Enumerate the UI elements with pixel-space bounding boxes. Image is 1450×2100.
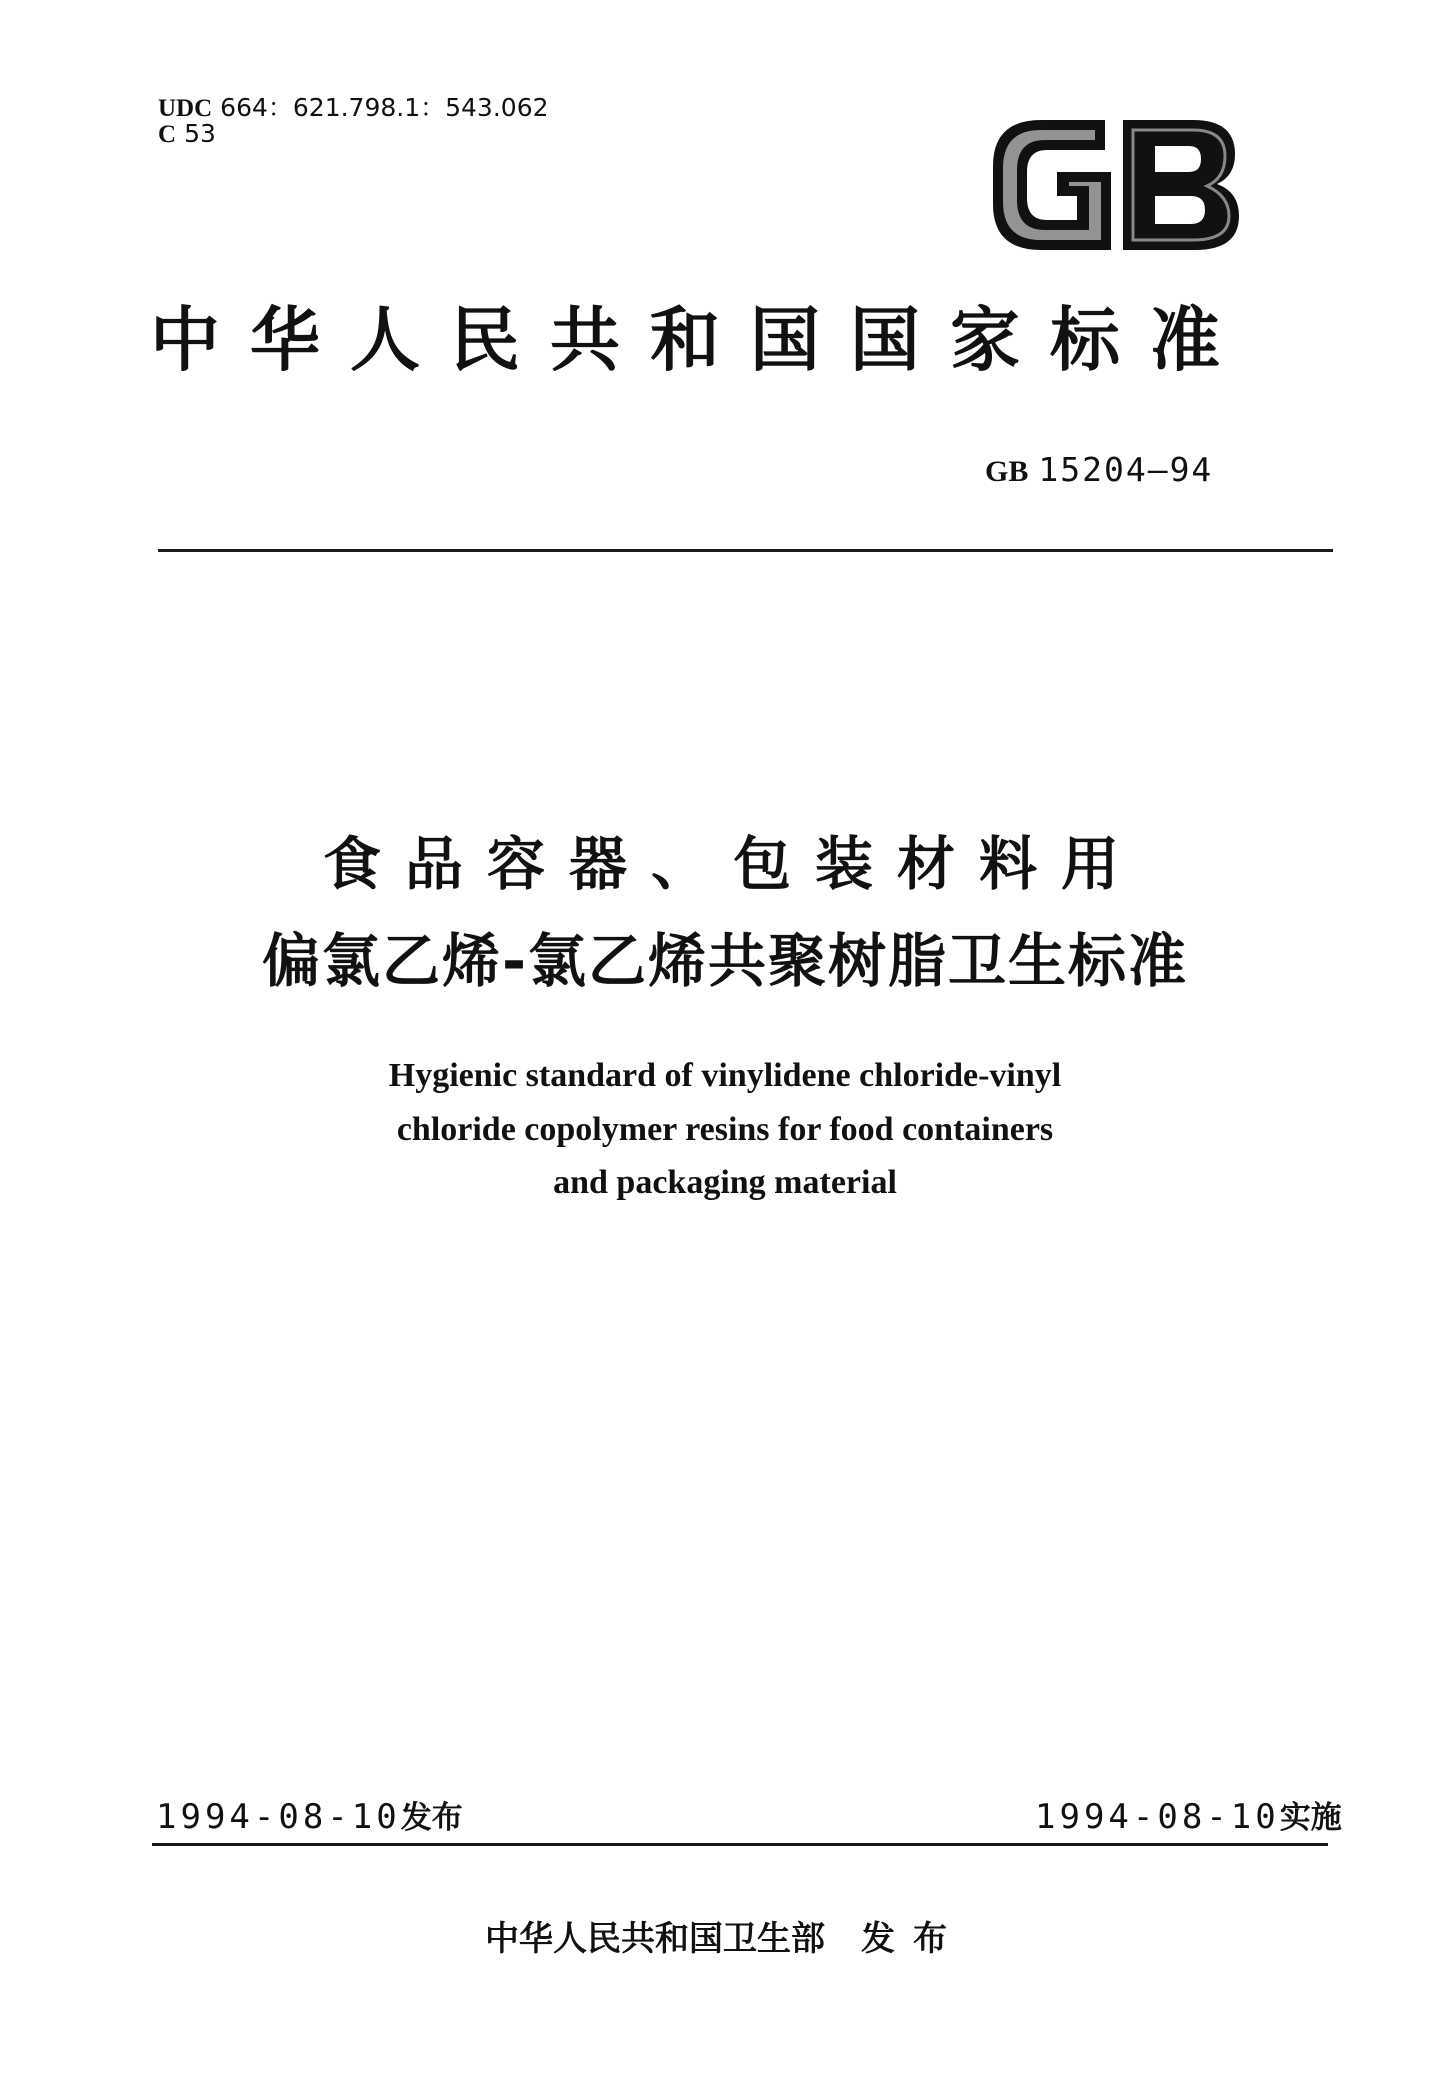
classification-code [158, 120, 216, 149]
standard-code: 15204—94 [1038, 450, 1214, 489]
publisher-name: 中华人民共和国卫生部 [485, 1919, 825, 1959]
issue-date [156, 1796, 463, 1839]
national-standard-heading: 中华人民共和国国家标准 [150, 299, 1250, 381]
implementation-date [1035, 1796, 1342, 1839]
issue-date-label: 发布 [400, 1800, 463, 1836]
header-divider [158, 549, 1333, 552]
classification-value: 53 [184, 119, 216, 148]
implementation-date-value: 1994-08-10 [1035, 1797, 1280, 1837]
udc-value: 664：621.798.1：543.062 [220, 93, 549, 122]
publisher-action: 发布 [861, 1919, 965, 1959]
english-title-line-3: and packaging material [553, 1164, 897, 1201]
footer-divider [152, 1843, 1328, 1846]
implementation-date-label: 实施 [1279, 1800, 1342, 1836]
standard-prefix: GB [985, 455, 1029, 488]
chinese-title-line-2: 偏氯乙烯-氯乙烯共聚树脂卫生标准 [261, 927, 1189, 995]
udc-code [158, 94, 549, 123]
classification-label: C [158, 121, 177, 148]
udc-label: UDC [158, 95, 213, 122]
english-title-line-1: Hygienic standard of vinylidene chloride-vinyl [388, 1057, 1062, 1094]
chinese-title-line-1: 食品容器、包装材料用 [322, 830, 1143, 898]
issue-date-value: 1994-08-10 [156, 1797, 401, 1837]
english-title-line-2: chloride copolymer resins for food containers [396, 1111, 1054, 1148]
standard-number [985, 450, 1213, 492]
publisher [0, 1917, 1450, 1961]
gb-logo-icon [985, 112, 1245, 257]
